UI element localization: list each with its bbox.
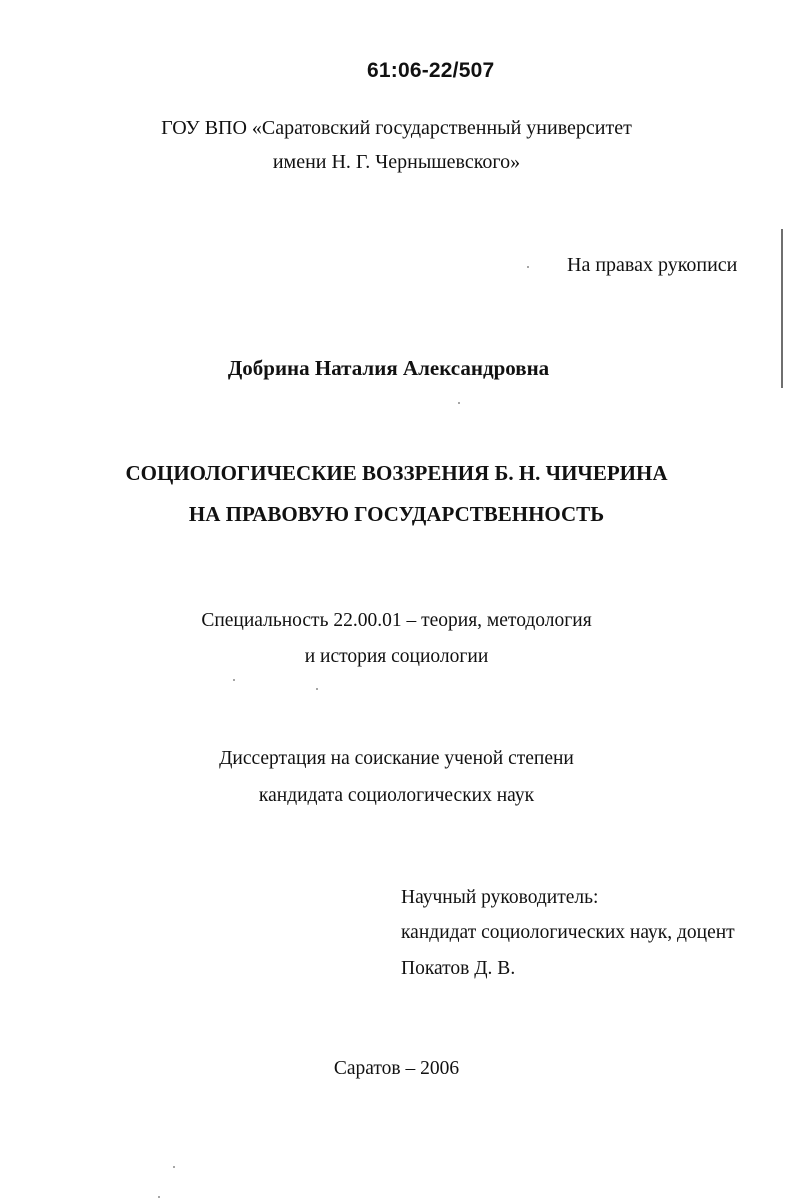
degree-line-2: кандидата социологических наук: [258, 785, 535, 806]
degree-line-1: Диссертация на соискание ученой степени: [219, 748, 574, 769]
scan-speck: [158, 1196, 160, 1198]
scan-speck: [316, 688, 318, 690]
place-and-year: Саратов – 2006: [333, 1058, 460, 1079]
institution-line-1: ГОУ ВПО «Саратовский государственный университет: [161, 117, 632, 139]
scan-speck: [233, 679, 235, 681]
scan-edge-mark: [781, 229, 783, 388]
specialty-line-1: Специальность 22.00.01 – теория, методология: [201, 610, 592, 631]
author-name: Добрина Наталия Александровна: [227, 356, 550, 380]
scan-speck: [173, 1166, 175, 1168]
manuscript-note: На правах рукописи: [567, 254, 738, 276]
scan-speck: [527, 266, 529, 268]
advisor-name: Покатов Д. В.: [401, 958, 516, 979]
advisor-degree: кандидат социологических наук, доцент: [401, 922, 735, 943]
specialty-line-2: и история социологии: [304, 646, 489, 667]
title-line-2: НА ПРАВОВУЮ ГОСУДАРСТВЕННОСТЬ: [188, 502, 605, 526]
registration-code: 61:06-22/507: [367, 59, 495, 82]
scan-speck: [458, 402, 460, 404]
title-line-1: СОЦИОЛОГИЧЕСКИЕ ВОЗЗРЕНИЯ Б. Н. ЧИЧЕРИНА: [125, 461, 668, 485]
advisor-label: Научный руководитель:: [401, 887, 599, 908]
institution-line-2: имени Н. Г. Чернышевского»: [272, 151, 521, 173]
